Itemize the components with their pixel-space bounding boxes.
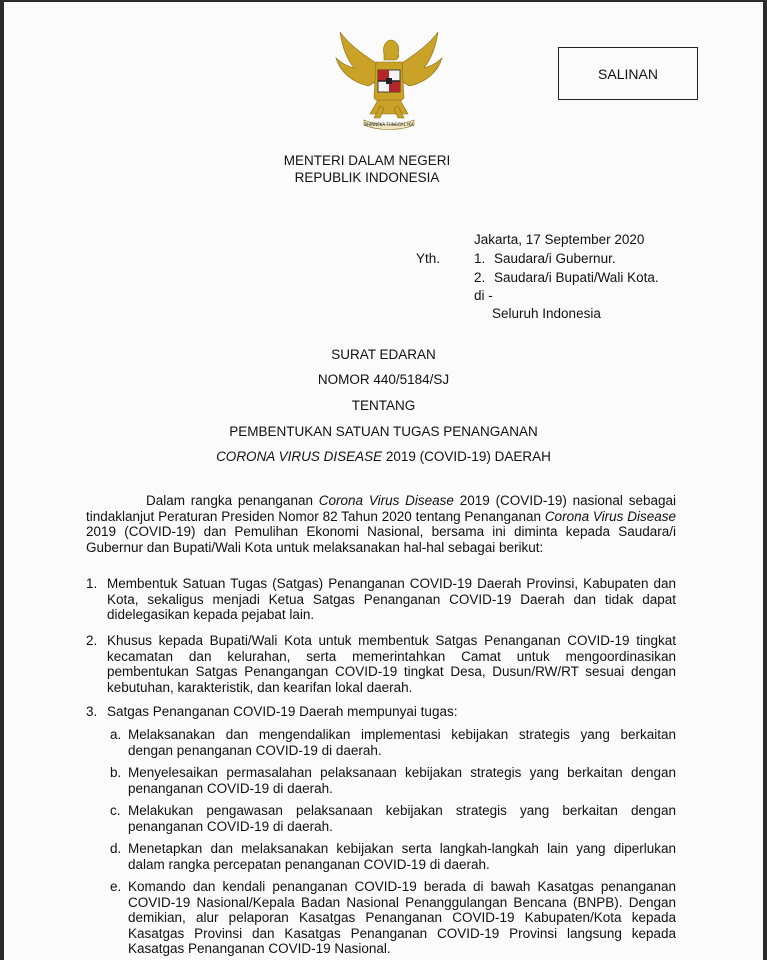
doc-title-2 bbox=[4, 449, 763, 464]
sub-list-item: b. Menyelesaikan permasalahan pelaksanaan kebijakan strategis yang berkaitan dengan penanganan COVID-19 di daerah. bbox=[110, 765, 676, 796]
doc-about: TENTANG bbox=[351, 398, 416, 413]
doc-title-1: PEMBENTUKAN SATUAN TUGAS PENANGANAN bbox=[229, 424, 538, 439]
yth-label: Yth. bbox=[416, 251, 441, 266]
list-item: 2. Khusus kepada Bupati/Wali Kota untuk membentuk Satgas Penanganan COVID-19 tingkat kecamatan dan kelurahan, serta memerintahkan Camat untuk mengoordinasikan pembentukan Satgas Penangangan COVID-19 tingkat Desa, Dusun/RW/RT sesuai dengan kebutuhan, karakteristik, dan kearifan lokal daerah. bbox=[86, 633, 676, 695]
recipient-1: Saudara/i Gubernur. bbox=[494, 251, 616, 266]
sub-list-item: d. Menetapkan dan melaksanakan kebijakan serta langkah-langkah lain yang diperlukan dalam rangka percepatan penanganan COVID-19 di daerah. bbox=[110, 841, 676, 872]
document-page bbox=[4, 2, 763, 960]
recipient-2-num: 2. bbox=[474, 270, 486, 285]
recipient-2: Saudara/i Bupati/Wali Kota. bbox=[494, 270, 659, 285]
ministry-name: MENTERI DALAM NEGERI bbox=[283, 153, 451, 168]
sub-list-item: a. Melaksanakan dan mengendalikan implementasi kebijakan strategis yang berkaitan dengan penanganan COVID-19 di daerah. bbox=[110, 727, 676, 758]
intro-paragraph: Dalam rangka penanganan Corona Virus Disease 2019 (COVID-19) nasional sebagai tindaklanjut Peraturan Presiden Nomor 82 Tahun 2020 tentang Penanganan Corona Virus Disease 2019 (COVID-19) dan Pemulihan Ekonomi Nasional, bersama ini diminta kepada Saudara/i Gubernur dan Bupati/Wali Kota untuk melaksanakan hal-hal sebagai berikut: bbox=[86, 493, 676, 555]
ministry-heading bbox=[252, 152, 482, 186]
copy-stamp bbox=[558, 47, 698, 100]
garuda-emblem-icon bbox=[328, 28, 450, 132]
doc-title-italic: CORONA VIRUS DISEASE bbox=[216, 449, 383, 464]
copy-stamp-label: SALINAN bbox=[598, 65, 658, 82]
ministry-country: REPUBLIK INDONESIA bbox=[294, 170, 440, 185]
list-item: 1. Membentuk Satuan Tugas (Satgas) Penanganan COVID-19 Daerah Provinsi, Kabupaten dan Kota, sekaligus menjadi Ketua Satgas Penanganan COVID-19 Daerah dan tidak dapat didelegasikan kepada pejabat lain. bbox=[86, 576, 676, 622]
svg-text:BHINNEKA TUNGGAL IKA: BHINNEKA TUNGGAL IKA bbox=[364, 122, 414, 127]
doc-title-rest: 2019 (COVID-19) DAERAH bbox=[382, 449, 551, 464]
doc-type: SURAT EDARAN bbox=[331, 347, 436, 362]
recipient-place: Seluruh Indonesia bbox=[492, 306, 601, 321]
sub-list-item: c. Melakukan pengawasan pelaksanaan kebijakan strategis yang berkaitan dengan penanganan COVID-19 di daerah. bbox=[110, 803, 676, 834]
recipient-1-num: 1. bbox=[474, 251, 486, 266]
letter-date: Jakarta, 17 September 2020 bbox=[474, 232, 645, 247]
doc-number: NOMOR 440/5184/SJ bbox=[317, 372, 450, 387]
di-label: di - bbox=[474, 288, 493, 303]
sub-list-item: e. Komando dan kendali penanganan COVID-19 berada di bawah Kasatgas penanganan COVID-19 Nasional/Kepala Badan Nasional Penanggulangan Bencana (BNPB). Dengan demikian, alur pelaporan Kasatgas Penanganan COVID-19 Kabupaten/Kota kepada Kasatgas Provinsi dan Kasatgas Penanganan COVID-19 Provinsi langsung kepada Kasatgas Penanganan COVID-19 Nasional. bbox=[110, 879, 676, 956]
list-item: 3. Satgas Penanganan COVID-19 Daerah mempunyai tugas: bbox=[86, 704, 458, 719]
